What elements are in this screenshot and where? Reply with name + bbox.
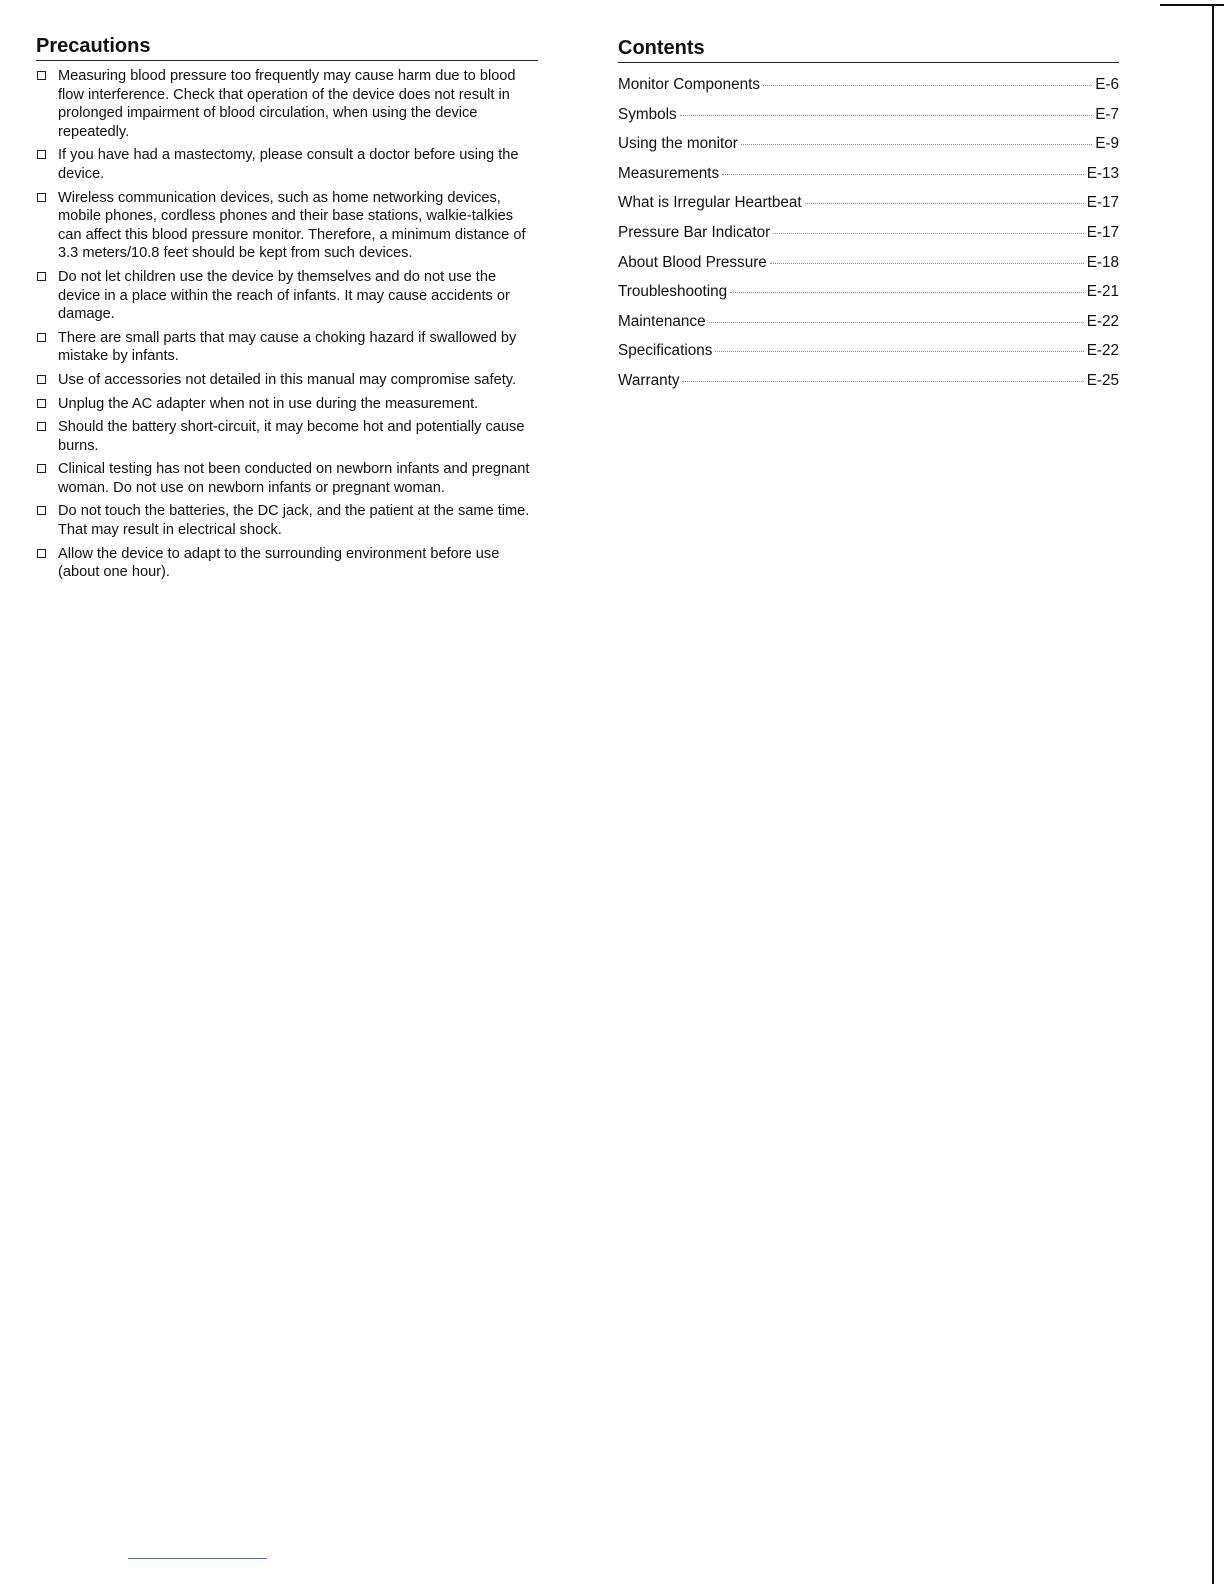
precaution-text: Allow the device to adapt to the surrounding environment before use (about one hour). — [58, 545, 500, 581]
precaution-text: Use of accessories not detailed in this manual may compromise safety. — [58, 371, 517, 388]
toc-leader-dots — [682, 381, 1083, 382]
checkbox-icon — [37, 272, 46, 281]
toc-page-number: E-18 — [1086, 253, 1119, 271]
toc-title: Symbols — [618, 105, 677, 123]
toc-leader-dots — [763, 85, 1092, 86]
toc-leader-dots — [741, 144, 1092, 145]
toc-leader-dots — [715, 351, 1083, 352]
toc-title: About Blood Pressure — [618, 253, 767, 271]
toc-entry[interactable] — [618, 282, 1119, 312]
toc-entry[interactable] — [618, 312, 1119, 342]
toc-page-number: E-17 — [1086, 194, 1119, 212]
toc-leader-dots — [773, 233, 1084, 234]
checkbox-icon — [37, 193, 46, 202]
precaution-item — [36, 418, 538, 455]
toc-page-number: E-25 — [1086, 371, 1119, 389]
precaution-text: Do not touch the batteries, the DC jack, and the patient at the same time. That may result in electrical shock. — [58, 503, 530, 539]
toc-title: Monitor Components — [618, 76, 760, 93]
contents-section — [618, 36, 1119, 401]
toc-title: Maintenance — [618, 312, 706, 330]
toc-title: What is Irregular Heartbeat — [618, 194, 802, 212]
contents-heading: Contents — [618, 36, 1119, 63]
precaution-text: Do not let children use the device by themselves and do not use the device in a place within the reach of infants. It may cause accidents or damage. — [58, 268, 510, 323]
precaution-text: Measuring blood pressure too frequently may cause harm due to blood flow interference. Check that operation of the device does not result in prolonged impairment of blood circulation, when using the device repeatedly. — [58, 68, 516, 140]
precaution-text: If you have had a mastectomy, please consult a doctor before using the device. — [58, 147, 519, 182]
toc-title: Specifications — [618, 342, 713, 360]
precaution-item — [36, 502, 538, 539]
toc-entry[interactable] — [618, 371, 1119, 401]
toc-page-number: E-6 — [1095, 76, 1119, 93]
toc-leader-dots — [680, 115, 1093, 116]
toc-entry[interactable] — [618, 193, 1119, 223]
toc-leader-dots — [770, 263, 1084, 264]
toc-title: Measurements — [618, 164, 720, 182]
toc-entry[interactable] — [618, 253, 1119, 283]
toc-page-number: E-17 — [1086, 223, 1119, 241]
toc-leader-dots — [709, 322, 1084, 323]
footer-rule — [128, 1558, 267, 1559]
toc-page-number: E-22 — [1086, 312, 1119, 330]
checkbox-icon — [37, 506, 46, 515]
toc-entry[interactable] — [618, 341, 1119, 371]
checkbox-icon — [37, 150, 46, 159]
toc-page-number: E-22 — [1086, 342, 1119, 360]
precaution-text: Wireless communication devices, such as home networking devices, mobile phones, cordless phones and their base stations, walkie-talkies can affect this blood pressure monitor. Therefore, a minimum distance of 3.3 meters/10.8 feet should be kept from such devices. — [58, 189, 526, 262]
toc-entry[interactable] — [618, 164, 1119, 194]
toc-leader-dots — [722, 174, 1084, 175]
precaution-item — [36, 189, 538, 263]
page-edge-top — [1160, 4, 1224, 6]
toc-page-number: E-13 — [1086, 164, 1119, 182]
precaution-item — [36, 268, 538, 324]
toc-page-number: E-21 — [1086, 283, 1119, 301]
precaution-item — [36, 460, 538, 497]
precautions-list — [36, 67, 538, 582]
toc-title: Warranty — [618, 371, 680, 389]
toc-entry[interactable] — [618, 75, 1119, 105]
toc-list — [618, 75, 1119, 401]
checkbox-icon — [37, 422, 46, 431]
toc-page-number: E-9 — [1095, 135, 1119, 153]
precaution-item — [36, 395, 538, 414]
precaution-item — [36, 146, 538, 183]
toc-title: Using the monitor — [618, 135, 738, 153]
page-edge-right — [1212, 4, 1214, 1584]
toc-entry[interactable] — [618, 134, 1119, 164]
precaution-text: Unplug the AC adapter when not in use during the measurement. — [58, 395, 479, 412]
checkbox-icon — [37, 375, 46, 384]
checkbox-icon — [37, 399, 46, 408]
precaution-item — [36, 371, 538, 390]
precautions-heading: Precautions — [36, 34, 538, 61]
checkbox-icon — [37, 71, 46, 80]
toc-title: Troubleshooting — [618, 283, 728, 301]
precaution-item — [36, 545, 538, 582]
precaution-text: There are small parts that may cause a choking hazard if swallowed by mistake by infants. — [58, 329, 517, 365]
checkbox-icon — [37, 549, 46, 558]
precaution-text: Should the battery short-circuit, it may become hot and potentially cause burns. — [58, 419, 525, 454]
toc-entry[interactable] — [618, 223, 1119, 253]
checkbox-icon — [37, 333, 46, 342]
precaution-item — [36, 329, 538, 366]
toc-page-number: E-7 — [1095, 105, 1119, 123]
toc-title: Pressure Bar Indicator — [618, 223, 771, 241]
toc-entry[interactable] — [618, 105, 1119, 135]
precautions-section — [36, 34, 538, 587]
checkbox-icon — [37, 464, 46, 473]
toc-leader-dots — [805, 203, 1084, 204]
precaution-item — [36, 67, 538, 141]
precaution-text: Clinical testing has not been conducted on newborn infants and pregnant woman. Do not use on newborn infants or pregnant woman. — [58, 461, 530, 496]
toc-leader-dots — [730, 292, 1084, 293]
